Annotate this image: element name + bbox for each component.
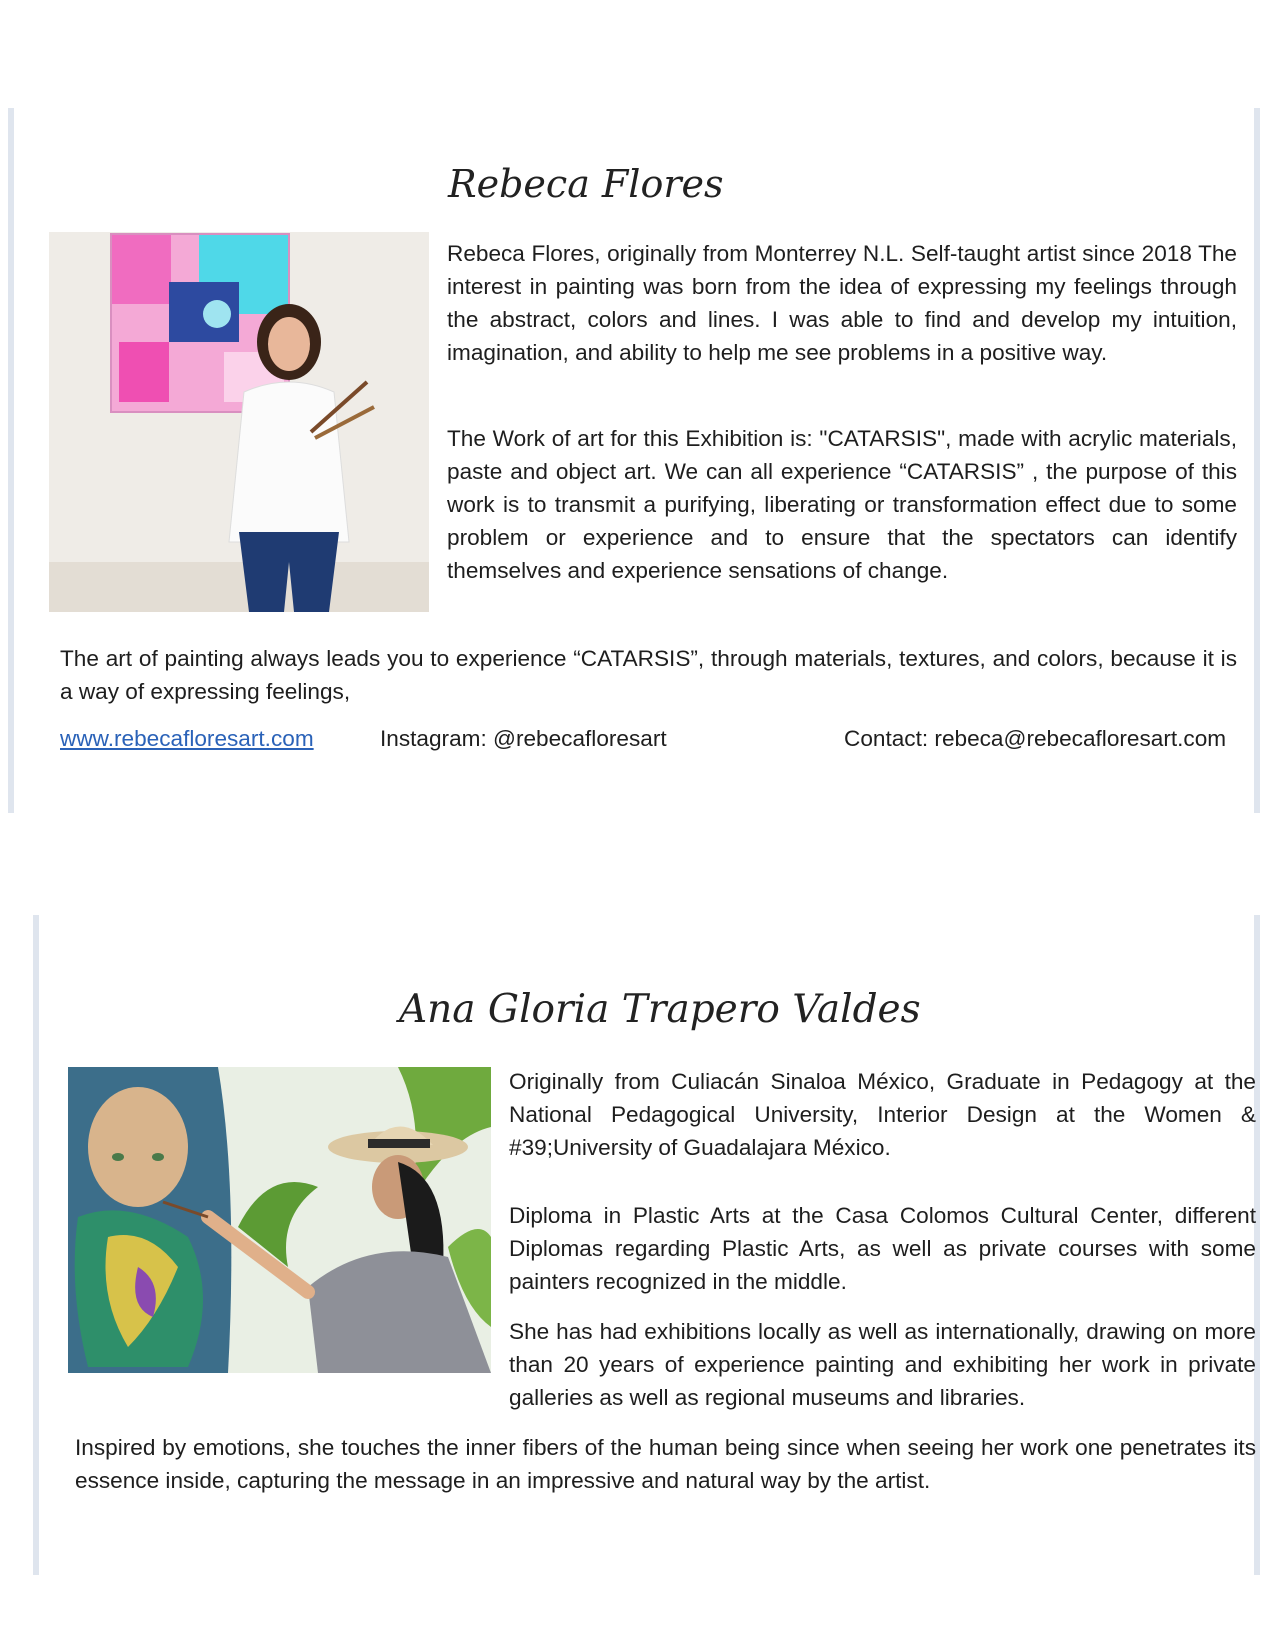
artist-photo [68,1067,491,1373]
artist-bio-paragraph: Originally from Culiacán Sinaloa México, Graduate in Pedagogy at the National Pedagogical University, Interior Design at the Women & #39;University of Guadalajara México. [509,1069,1256,1160]
artist-card-rebeca-flores [8,108,1260,813]
instagram-handle: Instagram: @rebecafloresart [380,726,667,751]
artist-bio-paragraph: Inspired by emotions, she touches the inner fibers of the human being since when seeing her work one penetrates its essence inside, capturing the message in an impressive and natural way by the artist. [75,1435,1256,1493]
artist-bio-paragraph: Rebeca Flores, originally from Monterrey N.L. Self-taught artist since 2018 The interest in painting was born from the idea of expressing my feelings through the abstract, colors and lines. I was able to find and develop my intuition, imagination, and ability to help me see problems in a positive way. [447,241,1237,365]
artist-bio-paragraph: The Work of art for this Exhibition is: "CATARSIS", made with acrylic materials, paste and object art. We can all experience “CATARSIS” , the purpose of this work is to transmit a purifying, liberating or transformation effect due to some problem or experience and to ensure that the spectators can identify themselves and experience sensations of change. [447,426,1237,583]
artist-bio-paragraph: The art of painting always leads you to experience “CATARSIS”, through materials, textures, and colors, because it is a way of expressing feelings, [60,646,1237,704]
artist-photo [49,232,429,612]
contact-email: Contact: rebeca@rebecafloresart.com [844,726,1227,751]
artist-name: Rebeca Flores [448,162,724,206]
website-link[interactable]: www.rebecafloresart.com [60,726,314,751]
artist-card-ana-gloria-trapero-valdes [33,915,1260,1575]
artist-name: Ana Gloria Trapero Valdes [399,987,921,1032]
artist-bio-paragraph: Diploma in Plastic Arts at the Casa Colomos Cultural Center, different Diplomas regarding Plastic Arts, as well as private courses with some painters recognized in the middle. [509,1203,1256,1294]
artist-bio-paragraph: She has had exhibitions locally as well as internationally, drawing on more than 20 years of experience painting and exhibiting her work in private galleries as well as regional museums and libraries. [509,1319,1256,1410]
